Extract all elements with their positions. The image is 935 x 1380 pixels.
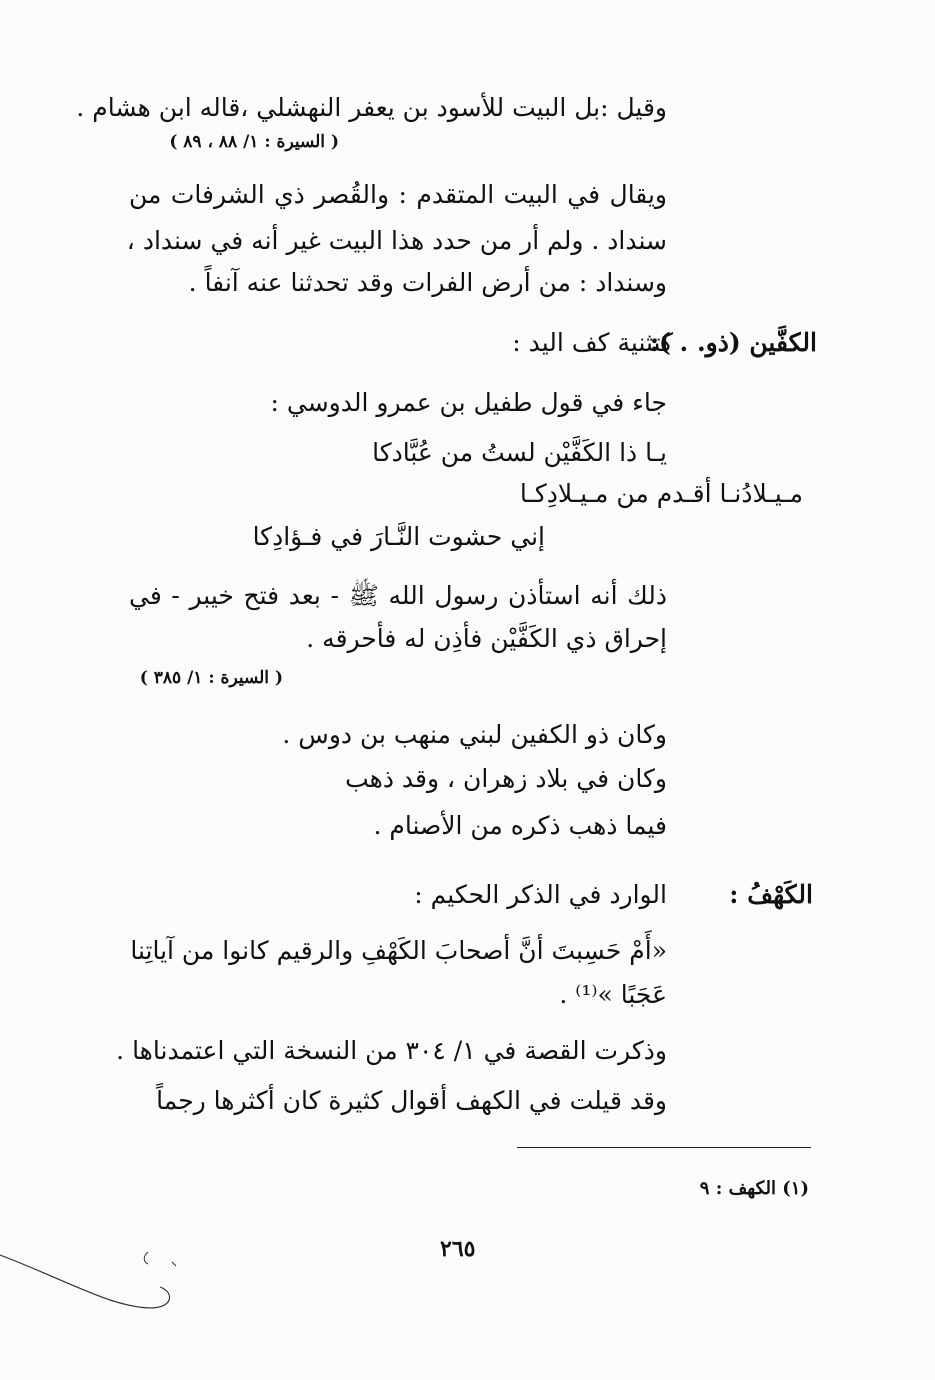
text-line: وذكرت القصة في ١/ ٣٠٤ من النسخة التي اعتمدناها . <box>116 1036 667 1065</box>
quran-quote: «أَمْ حَسِبتَ أنَّ أصحابَ الكَهْفِ والرقيم كانوا من آياتِنا <box>130 936 667 965</box>
poem-verse: يـا ذا الكَفَّيْن لستُ من عُبَّادكا <box>372 438 667 467</box>
text-line: وكان في بلاد زهران ، وقد ذهب <box>345 764 667 793</box>
text-line: فيما ذهب ذكره من الأصنام . <box>373 811 667 840</box>
text-line: إحراق ذي الكَفَّيْن فأذِن له فأحرقه . <box>306 624 667 653</box>
quran-quote: عَجَبًا »⁽¹⁾ . <box>559 980 667 1009</box>
entry-headword: الكَهْفُ : <box>729 880 813 909</box>
poem-verse: إني حشوت النَّـارَ في فـؤادِكا <box>252 522 545 551</box>
poem-verse: مـيـلادُنـا أقـدم من مـيـلادِكـا <box>519 479 803 508</box>
text-line: الوارد في الذكر الحكيم : <box>414 880 667 909</box>
text-line: وقد قيلت في الكهف أقوال كثيرة كان أكثرها رجماً <box>156 1086 667 1115</box>
entry-headword: الكفَّين (ذو. . ): <box>649 328 817 357</box>
text-line: جاء في قول طفيل بن عمرو الدوسي : <box>270 388 667 417</box>
text-line: كتثنية كف اليد : <box>512 328 673 357</box>
source-citation: ( السيرة : ١/ ٣٨٥ ) <box>139 668 283 688</box>
source-citation: ( السيرة : ١/ ٨٨ ، ٨٩ ) <box>169 132 339 152</box>
text-line: سنداد . ولم أر من حدد هذا البيت غير أنه في سنداد ، <box>126 226 667 255</box>
page-number: ٢٦٥ <box>440 1236 476 1262</box>
text-line: ويقال في البيت المتقدم : والقُصر ذي الشرفات من <box>129 180 667 209</box>
text-line: وسنداد : من أرض الفرات وقد تحدثنا عنه آنفاً . <box>188 268 667 297</box>
text-line: وقيل :بل البيت للأسود بن يعفر النهشلي ،قاله ابن هشام . <box>76 93 667 122</box>
footnote: (١) الكهف : ٩ <box>699 1178 809 1199</box>
text-line: ذلك أنه استأذن رسول الله ﷺ - بعد فتح خيبر - في <box>129 581 667 610</box>
text-line: وكان ذو الكفين لبني منهب بن دوس . <box>282 720 667 749</box>
